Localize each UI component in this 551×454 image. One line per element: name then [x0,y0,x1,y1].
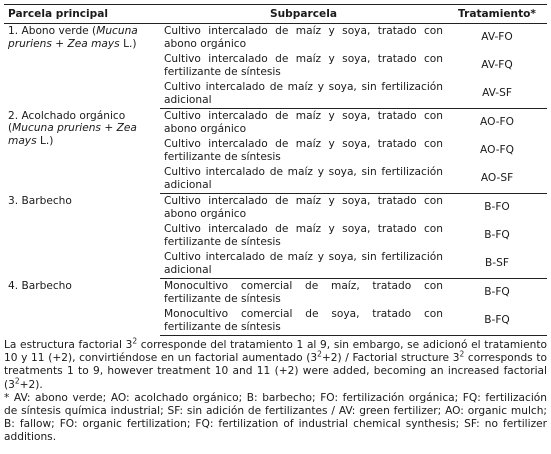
header-row [4,5,547,24]
treatment-cell: AV-FQ [481,59,513,72]
main-plot-cell [4,279,160,336]
header-treatment: Tratamiento* [447,5,547,24]
species-name: Mucuna pruriens + Zea mays [8,122,137,147]
factorial-note: La estructura factorial $3^2$ corresponde del tratamiento 1 al 9, sin embargo, se adicionó el tratamiento 10 y 11 (+2), convirtiéndose en un factorial aumentado $(3^2+2)$ / Factorial structure $3^2$ corresponds to treatments 1 to 9, however treatment 10 and 11 (+2) were added, becoming an increased factorial $(3^2+2)$. [4,336,547,391]
treatment-cell: B-FQ [484,229,510,242]
subplot-cell: Cultivo intercalado de maíz y soya, sin fertilización adicional [160,250,447,279]
subplot-cell: Cultivo intercalado de maíz y soya, tratado con fertilizante de síntesis [164,138,443,163]
subplot-cell: Monocultivo comercial de soya, tratado con fertilizante de síntesis [160,307,447,336]
subplot-cell: Cultivo intercalado de maíz y soya, sin fertilización adicional [160,80,447,109]
subplot-cell: Cultivo intercalado de maíz y soya, tratado con abono orgánico [164,25,443,50]
main-plot-tail: L.) [119,37,137,50]
treatments-table [4,4,547,336]
table-row [4,279,547,308]
subplot-cell: Cultivo intercalado de maíz y soya, tratado con fertilizante de síntesis [164,53,443,78]
header-subplot: Subparcela [160,5,447,24]
table-row [4,24,547,53]
treatment-cell: AO-SF [447,165,547,194]
treatment-cell: AV-FO [481,31,513,44]
main-plot-label: 2. Acolchado orgánico ( [8,109,126,134]
main-plot-cell [4,24,160,109]
treatment-cell: AO-FQ [480,144,514,157]
treatment-cell: B-FQ [447,307,547,336]
treatment-cell: AO-FO [480,116,514,129]
table-notes [4,336,547,445]
abbreviations-note: * AV: abono verde; AO: acolchado orgánico; B: barbecho; FO: fertilización orgánica; FQ: fertilización de síntesis química industrial; SF: sin adición de fertilizantes / AV: green fertilizer; AO: organic mulch; B: fallow; FO: organic fertilization; FQ: fertilization of industrial chemical synthesis; SF: no fertilizer additions. [4,391,547,444]
species-name: Mucuna pruriens + Zea mays [8,25,138,50]
main-plot-cell [4,109,160,194]
main-plot-label: 4. Barbecho [8,279,72,292]
subplot-cell: Monocultivo comercial de maíz, tratado con fertilizante de síntesis [164,280,443,305]
main-plot-tail: L.) [36,134,54,147]
subplot-cell: Cultivo intercalado de maíz y soya, sin fertilización adicional [160,165,447,194]
table-row [4,194,547,223]
treatment-cell: AV-SF [447,80,547,109]
subplot-cell: Cultivo intercalado de maíz y soya, tratado con fertilizante de síntesis [164,223,443,248]
treatment-cell: B-FQ [484,286,510,299]
treatment-cell: B-FO [484,201,510,214]
subplot-cell: Cultivo intercalado de maíz y soya, tratado con abono orgánico [164,195,443,220]
treatment-cell: B-SF [447,250,547,279]
header-main-plot: Parcela principal [4,5,160,24]
main-plot-cell [4,194,160,279]
table-body [4,24,547,336]
table-row [4,109,547,138]
subplot-cell: Cultivo intercalado de maíz y soya, tratado con abono orgánico [164,110,443,135]
main-plot-label: 1. Abono verde ( [8,25,97,37]
main-plot-label: 3. Barbecho [8,194,72,207]
